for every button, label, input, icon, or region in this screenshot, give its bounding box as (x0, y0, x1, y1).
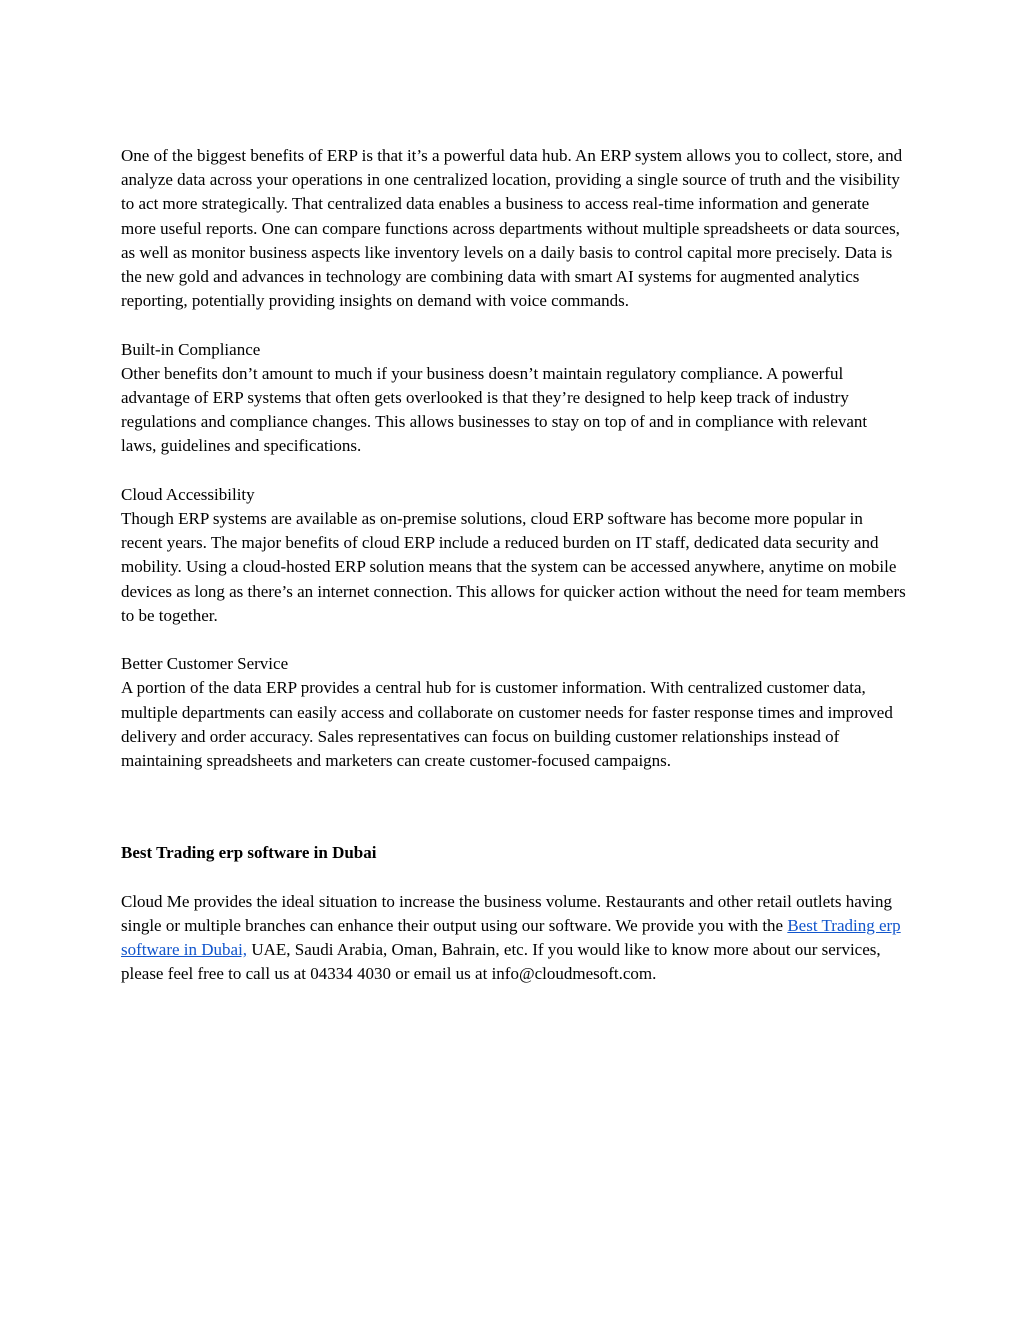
closing-paragraph (121, 890, 906, 987)
paragraph-spacer (121, 459, 906, 483)
section-spacer (121, 773, 906, 841)
best-trading-erp-link[interactable]: Best Trading erp software in Dubai, (121, 915, 901, 960)
section-heading-cloud: Cloud Accessibility (121, 484, 255, 504)
section-heading-customer-service: Better Customer Service (121, 654, 289, 674)
intro-paragraph: One of the biggest benefits of ERP is that it’s a powerful data hub. An ERP system allows you to collect, store, and analyze data across your operations in one centralized location, providing a single source of truth and the visibility to act more strategically. That centralized data enables a business to access real-time information and generate more useful reports. One can compare functions across departments without multiple spreadsheets or data sources, as well as monitor business aspects like inventory levels on a daily basis to control capital more precisely. Data is the new gold and advances in technology are combining data with smart AI systems for augmented analytics reporting, potentially providing insights on demand with voice commands. (121, 146, 903, 311)
section-body-customer-service: A portion of the data ERP provides a central hub for is customer information. With centralized customer data, multiple departments can easily access and collaborate on customer needs for faster response times and improved delivery and order accuracy. Sales representatives can focus on building customer relationships instead of maintaining spreadsheets and marketers can create customer-focused campaigns. (121, 678, 893, 771)
document-body (121, 144, 906, 986)
section-body-cloud: Though ERP systems are available as on-premise solutions, cloud ERP software has become more popular in recent years. The major benefits of cloud ERP include a reduced burden on IT staff, dedicated data security and mobility. Using a cloud-hosted ERP solution means that the system can be accessed anywhere, anytime on mobile devices as long as there’s an internet connection. This allows for quicker action without the need for team members to be together. (121, 509, 906, 625)
section-body-compliance: Other benefits don’t amount to much if your business doesn’t maintain regulatory compliance. A powerful advantage of ERP systems that often gets overlooked is that they’re designed to help keep track of industry regulations and compliance changes. This allows businesses to stay on top of and in compliance with relevant laws, guidelines and specifications. (121, 363, 868, 456)
paragraph-spacer (121, 313, 906, 337)
paragraph-spacer (121, 628, 906, 652)
closing-heading: Best Trading erp software in Dubai (121, 843, 377, 863)
section-heading-compliance: Built-in Compliance (121, 339, 261, 359)
closing-text-after-link: UAE, Saudi Arabia, Oman, Bahrain, etc. If you would like to know more about our services, please feel free to call us at 04334 4030 or email us at info@cloudmesoft.com. (121, 940, 881, 984)
paragraph-spacer (121, 865, 906, 889)
closing-text-before-link: Cloud Me provides the ideal situation to increase the business volume. Restaurants and other retail outlets having single or multiple branches can enhance their output using our software. We provide you with the (121, 891, 892, 935)
